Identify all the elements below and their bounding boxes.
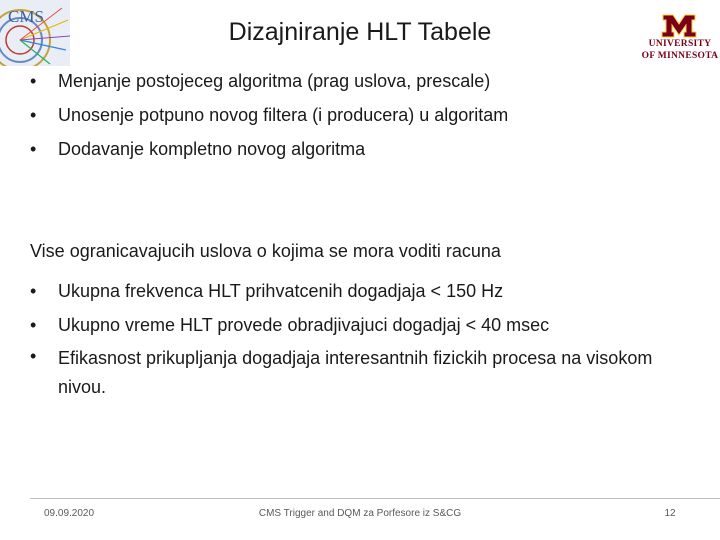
- cms-logo-text: CMS: [8, 7, 44, 26]
- list-item: • Ukupno vreme HLT provede obradjivajuci dogadjaj < 40 msec: [30, 308, 700, 342]
- footer-divider: [30, 498, 720, 499]
- list-item: • Dodavanje kompletno novog algoritma: [30, 132, 700, 166]
- list-item: • Efikasnost prikupljanja dogadjaja interesantnih fizickih procesa na visokom nivou.: [30, 342, 700, 402]
- footer-title: CMS Trigger and DQM za Porfesore iz S&CG: [258, 508, 462, 519]
- umn-wordmark: [640, 38, 720, 62]
- page-number: 12: [664, 508, 676, 519]
- slide-title: Dizajniranje HLT Tabele: [228, 18, 492, 46]
- list-item: • Menjanje postojeceg algoritma (prag uslova, prescale): [30, 64, 700, 98]
- footer-date: 09.09.2020: [44, 508, 95, 519]
- bullet-list-1: [30, 64, 700, 166]
- list-item: • Unosenje potpuno novog filtera (i producera) u algoritam: [30, 98, 700, 132]
- title-bar: [0, 0, 720, 72]
- umn-line-1: UNIVERSITY: [648, 39, 712, 49]
- list-item: • Ukupna frekvenca HLT prihvatcenih dogadjaja < 150 Hz: [30, 274, 700, 308]
- bullet-list-2: [30, 274, 700, 402]
- constraints-heading: Vise ogranicavajucih uslova o kojima se mora voditi racuna: [30, 241, 501, 261]
- umn-line-2: OF MINNESOTA: [641, 51, 719, 61]
